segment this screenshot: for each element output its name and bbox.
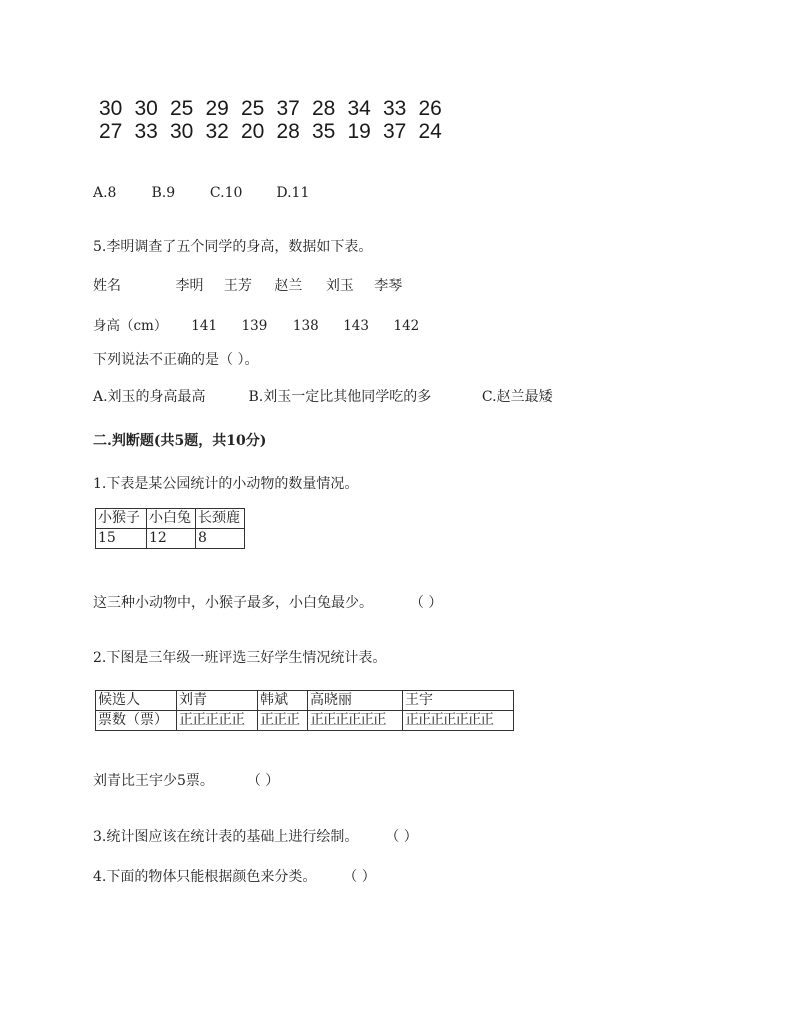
name-cell: 赵兰 — [274, 278, 303, 294]
j2-stem: 2.下图是三年级一班评选三好学生情况统计表。 — [93, 650, 387, 666]
number-row-1 — [99, 97, 454, 121]
j4-statement: 4.下面的物体只能根据颜色来分类。 — [93, 869, 317, 885]
number-cell: 35 — [312, 120, 336, 143]
height-label: 身高（cm） — [93, 318, 168, 334]
name-cell: 李琴 — [374, 278, 403, 294]
animal-table — [95, 508, 245, 549]
number-cell: 20 — [241, 120, 265, 143]
table-header-cell: 候选人 — [96, 691, 177, 711]
table-header-cell: 韩斌 — [258, 691, 308, 711]
table-row — [96, 691, 514, 711]
section-title: 二.判断题(共5题，共10分) — [93, 433, 267, 449]
tally-cell: 正正正 — [258, 711, 308, 731]
table-cell: 8 — [196, 529, 245, 549]
j2-statement: 刘青比王宇少5票。 — [93, 773, 214, 789]
table-row — [96, 509, 245, 529]
q5-options — [93, 386, 553, 406]
table-header-cell: 王宇 — [403, 691, 514, 711]
tally-cell: 正正正正正正 — [308, 711, 403, 731]
answer-paren: （ ） — [343, 869, 376, 885]
option-d: D.11 — [276, 185, 310, 201]
j2-statement-line — [93, 770, 279, 790]
option-c: C.10 — [209, 185, 243, 201]
j3-statement-line — [93, 826, 418, 846]
name-cell: 李明 — [175, 278, 204, 294]
table-header-cell: 小猴子 — [96, 509, 147, 529]
table-row — [96, 529, 245, 549]
answer-paren: （ ） — [246, 773, 280, 789]
q5-name-row — [93, 275, 402, 295]
number-row-2 — [99, 120, 454, 144]
height-cell: 142 — [393, 318, 420, 334]
number-cell: 34 — [347, 97, 371, 120]
number-cell: 29 — [205, 97, 229, 120]
option-a: A.8 — [93, 185, 117, 201]
number-cell: 27 — [99, 120, 123, 143]
q5-stem: 5.李明调查了五个同学的身高，数据如下表。 — [93, 239, 373, 255]
number-cell: 30 — [170, 120, 194, 143]
height-cell: 143 — [343, 318, 369, 334]
q5-height-row — [93, 314, 419, 334]
vote-table — [95, 690, 514, 731]
number-cell: 30 — [134, 97, 158, 120]
number-cell: 33 — [383, 97, 407, 120]
table-header-cell: 高晓丽 — [308, 691, 403, 711]
option-a: A.刘玉的身高最高 — [93, 389, 206, 405]
number-cell: 32 — [205, 120, 229, 143]
name-cell: 王芳 — [223, 278, 252, 294]
table-cell: 票数（票） — [96, 711, 177, 731]
option-b: B.刘玉一定比其他同学吃的多 — [248, 389, 432, 405]
j1-statement-line — [93, 592, 442, 612]
q4-options — [93, 185, 309, 201]
table-header-cell: 长颈鹿 — [196, 509, 245, 529]
number-cell: 37 — [276, 97, 300, 120]
number-cell: 19 — [347, 120, 371, 143]
number-cell: 26 — [418, 97, 442, 120]
number-cell: 30 — [99, 97, 123, 120]
number-cell: 28 — [312, 97, 336, 120]
tally-cell: 正正正正正正正 — [403, 711, 514, 731]
j1-stem: 1.下表是某公园统计的小动物的数量情况。 — [93, 476, 359, 492]
q5-question: 下列说法不正确的是（ ）。 — [93, 352, 259, 368]
number-cell: 25 — [170, 97, 194, 120]
answer-paren: （ ） — [409, 595, 443, 611]
table-cell: 15 — [96, 529, 147, 549]
name-cell: 刘玉 — [325, 278, 354, 294]
table-header-cell: 刘青 — [177, 691, 258, 711]
number-cell: 37 — [383, 120, 407, 143]
number-cell: 25 — [241, 97, 265, 120]
option-b: B.9 — [151, 185, 176, 201]
number-cell: 28 — [276, 120, 300, 143]
name-label: 姓名 — [93, 278, 121, 294]
table-cell: 12 — [147, 529, 196, 549]
j3-statement: 3.统计图应该在统计表的基础上进行绘制。 — [93, 829, 359, 845]
height-cell: 139 — [241, 318, 268, 334]
tally-cell: 正正正正正 — [177, 711, 258, 731]
number-cell: 24 — [418, 120, 442, 143]
table-row — [96, 711, 514, 731]
option-c: C.赵兰最矮 — [481, 389, 553, 405]
j1-statement: 这三种小动物中，小猴子最多，小白兔最少。 — [93, 595, 373, 611]
number-cell: 33 — [134, 120, 158, 143]
height-cell: 141 — [191, 318, 218, 334]
answer-paren: （ ） — [385, 829, 418, 845]
table-header-cell: 小白兔 — [147, 509, 196, 529]
height-cell: 138 — [292, 318, 319, 334]
j4-statement-line — [93, 866, 376, 886]
